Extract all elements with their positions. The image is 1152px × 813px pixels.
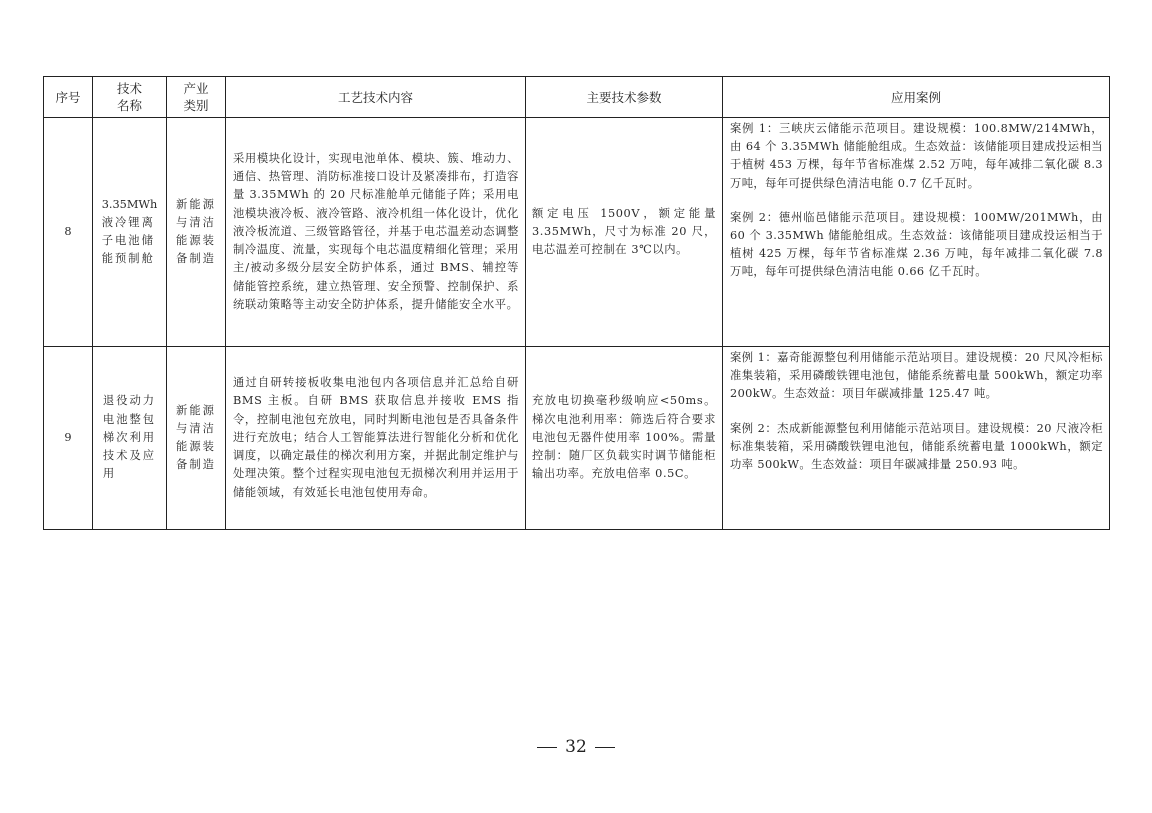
header-tech-name-line2: 名称 [116,98,142,113]
header-process: 工艺技术内容 [226,77,526,118]
cell-cases [723,118,1110,347]
category-line: 能源装 [176,234,216,247]
category-line: 备制造 [176,252,216,266]
category-line: 新能源 [176,403,216,417]
category-line: 能源装 [176,440,216,453]
cell-tech-name [93,347,167,530]
cell-category [167,347,226,530]
header-no: 序号 [44,77,93,118]
case-item: 案例 1：嘉奇能源整包利用储能示范站项目。建设规模：20 尺风冷柜标准集装箱，采用磷酸铁锂电池包，储能系统蓄电量 500kWh，额定功率 200kW。生态效益：项目年碳减排量 125.47 吨。 [730,351,1103,401]
cell-tech-name [93,118,167,347]
header-params: 主要技术参数 [526,77,723,118]
technology-catalog-table [43,76,1110,530]
header-category-line1: 产业 [183,81,209,96]
tech-name-line: 梯次利用 [102,430,157,444]
tech-name-line: 退役动力 [102,394,157,408]
header-category [167,77,226,118]
header-tech-name [93,77,167,118]
cell-process: 通过自研转接板收集电池包内各项信息并汇总给自研 BMS 主板。自研 BMS 获取信息并接收 EMS 指令，控制电池包充放电，同时判断电池包是否具备条件进行充放电；结合人工智能算法进行智能化分析和优化调度，以确定最佳的梯次利用方案，并据此制定维护与处理决策。整个过程实现电池包无损梯次利用并运用于储能领域，有效延长电池包使用寿命。 [226,347,526,530]
cell-process: 采用模块化设计，实现电池单体、模块、簇、堆动力、通信、热管理、消防标准接口设计及紧凑排布，打造容量 3.35MWh 的 20 尺标准舱单元储能子阵；采用电池模块液冷板、液冷管路、液冷机组一体化设计，优化液冷板流道、三级管路管径，并基于电芯温差动态调整制冷温度、流量，实现每个电芯温度精细化管理；采用主/被动多级分层安全防护体系，通过 BMS、辅控等储能管控系统，建立热管理、安全预警、控制保护、系统联动策略等主动安全防护体系，提升储能安全水平。 [226,118,526,347]
table-header [44,77,1110,118]
tech-name-line: 3.35MWh [101,197,158,211]
header-cases: 应用案例 [723,77,1110,118]
cell-cases [723,347,1110,530]
cell-no: 8 [44,118,93,347]
tech-name-line: 能预制舱 [101,252,155,266]
case-item: 案例 2：杰成新能源整包利用储能示范站项目。建设规模：20 尺液冷柜标准集装箱，采用磷酸铁锂电池包，储能系统蓄电量 1000kWh，额定功率 500kW。生态效益：项目年碳减排量 250.93 吨。 [730,421,1103,472]
table-row [44,347,1110,530]
page-number [0,737,1152,757]
dash-left [537,747,557,748]
header-category-line2: 类别 [183,98,209,113]
category-line: 备制造 [176,458,216,472]
page-number-value: 32 [565,737,587,757]
cell-no: 9 [44,347,93,530]
cell-category [167,118,226,347]
tech-name-line: 用 [102,467,117,481]
category-line: 与清洁 [176,215,216,229]
dash-right [595,747,615,748]
case-item: 案例 2：德州临邑储能示范项目。建设规模：100MW/201MWh，由 60 个 3.35MWh 储能舱组成。生态效益：该储能项目建成投运相当于植树 425 万棵，每年节省标准煤 2.36 万吨，每年减排二氧化碳 7.8 万吨，每年可提供绿色清洁电能 0.66 亿千瓦时。 [730,210,1103,279]
cell-params: 充放电切换毫秒级响应<50ms。梯次电池利用率：筛选后符合要求电池包无器件使用率 100%。需量控制：随厂区负载实时调节储能柜输出功率。充放电倍率 0.5C。 [526,347,723,530]
header-tech-name-line1: 技术 [116,81,142,96]
header-row [44,77,1110,118]
tech-name-line: 子电池储 [101,234,155,247]
cell-params: 额定电压 1500V，额定能量 3.35MWh，尺寸为标准 20 尺，电芯温差可控制在 3℃以内。 [526,118,723,347]
category-line: 新能源 [176,197,216,211]
tech-name-line: 电池整包 [102,412,157,426]
table-row [44,118,1110,347]
category-line: 与清洁 [176,421,216,435]
tech-name-line: 液冷锂离 [101,215,155,229]
case-item: 案例 1：三峡庆云储能示范项目。建设规模：100.8MW/214MWh，由 64 个 3.35MWh 储能舱组成。生态效益：该储能项目建成投运相当于植树 453 万棵，每年节省标准煤 2.52 万吨，每年减排二氧化碳 8.3 万吨，每年可提供绿色清洁电能 0.7 亿千瓦时。 [730,122,1103,190]
tech-name-line: 技术及应 [102,449,157,463]
